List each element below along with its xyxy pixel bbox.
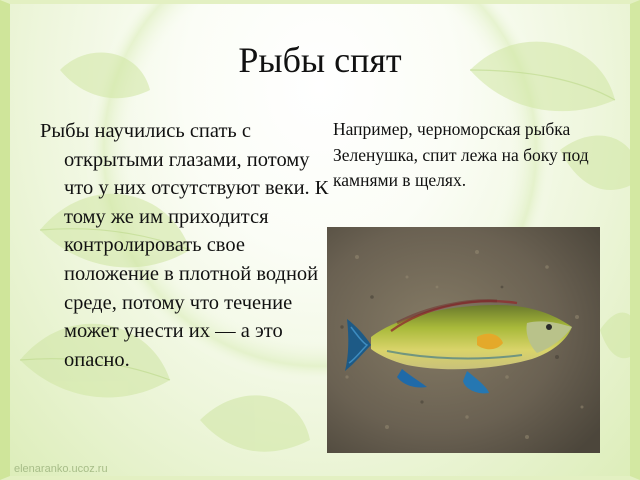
slide-title: Рыбы спят	[238, 40, 402, 80]
left-paragraph: Рыбы научились спать с открытыми глазами, потому что у них отсутствуют веки. К тому же им приходится контролировать свое положение в плотной водной среде, потому что течение может унести их — а это опасно.	[40, 120, 329, 371]
right-paragraph: Например, черноморская рыбка Зеленушка, спит лежа на боку под камнями в щелях.	[333, 119, 589, 190]
fish-photo	[327, 227, 600, 453]
watermark-text: elenaranko.ucoz.ru	[14, 463, 108, 475]
